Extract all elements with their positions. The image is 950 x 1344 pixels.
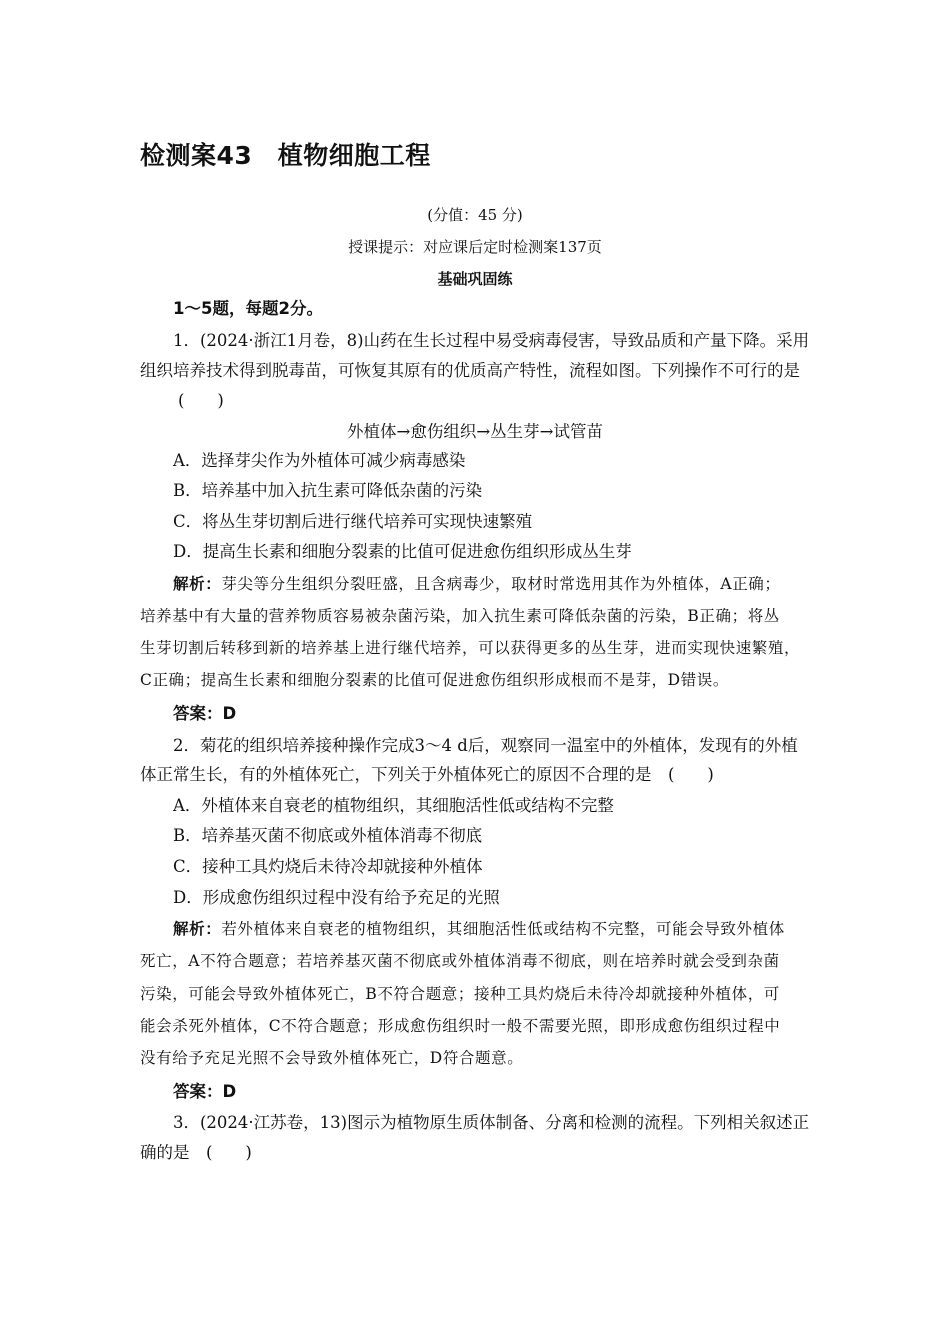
q1-option-a: A．选择芽尖作为外植体可减少病毒感染 bbox=[173, 451, 466, 470]
q2-stem-line-2: 体正常生长，有的外植体死亡，下列关于外植体死亡的原因不合理的是 ( ) bbox=[140, 765, 714, 784]
score-note: (分值：45 分) bbox=[427, 206, 523, 224]
q2-analysis-line-1: 解析：若外植体来自衰老的植物组织，其细胞活性低或结构不完整，可能会导致外植体 bbox=[173, 920, 785, 938]
q2-option-d: D．形成愈伤组织过程中没有给予充足的光照 bbox=[173, 888, 500, 907]
q1-analysis-line-1: 解析：芽尖等分生组织分裂旺盛，且含病毒少，取材时常选用其作为外植体，A正确； bbox=[173, 575, 781, 593]
q1-flow-diagram: 外植体→愈伤组织→丛生芽→试管苗 bbox=[347, 422, 603, 441]
scoring-rule: 1～5题，每题2分。 bbox=[173, 299, 323, 318]
q1-stem-line-1: 1．(2024·浙江1月卷，8)山药在生长过程中易受病毒侵害，导致品质和产量下降。采用 bbox=[173, 331, 810, 350]
q2-option-c: C．接种工具灼烧后未待冷却就接种外植体 bbox=[173, 857, 483, 876]
q1-option-c: C．将丛生芽切割后进行继代培养可实现快速繁殖 bbox=[173, 512, 533, 531]
q1-analysis-label: 解析： bbox=[173, 575, 222, 593]
q1-answer: 答案：D bbox=[173, 704, 237, 723]
q2-answer: 答案：D bbox=[173, 1082, 237, 1101]
q1-analysis-line-4: C正确；提高生长素和细胞分裂素的比值可促进愈伤组织形成根而不是芽，D错误。 bbox=[140, 671, 729, 689]
q2-option-a: A．外植体来自衰老的植物组织，其细胞活性低或结构不完整 bbox=[173, 796, 614, 815]
q1-answer-blank: ( ) bbox=[178, 391, 224, 410]
q3-stem-line-2: 确的是 ( ) bbox=[140, 1143, 252, 1162]
teaching-hint: 授课提示：对应课后定时检测案137页 bbox=[348, 238, 602, 256]
q1-option-b: B．培养基中加入抗生素可降低杂菌的污染 bbox=[173, 481, 483, 500]
q1-analysis-line-2: 培养基中有大量的营养物质容易被杂菌污染，加入抗生素可降低杂菌的污染，B正确；将丛 bbox=[140, 607, 780, 625]
q2-stem-line-1: 2．菊花的组织培养接种操作完成3～4 d后，观察同一温室中的外植体，发现有的外植 bbox=[173, 736, 798, 755]
section-heading: 基础巩固练 bbox=[437, 270, 513, 288]
q2-analysis-line-4: 能会杀死外植体，C不符合题意；形成愈伤组织时一般不需要光照，即形成愈伤组织过程中 bbox=[140, 1017, 781, 1035]
q1-analysis-line-3: 生芽切割后转移到新的培养基上进行继代培养，可以获得更多的丛生芽，进而实现快速繁殖， bbox=[140, 639, 801, 657]
q2-analysis-line-3: 污染，可能会导致外植体死亡，B不符合题意；接种工具灼烧后未待冷却就接种外植体，可 bbox=[140, 985, 780, 1003]
q2-analysis-line-5: 没有给予充足光照不会导致外植体死亡，D符合题意。 bbox=[140, 1049, 524, 1067]
q1-option-d: D．提高生长素和细胞分裂素的比值可促进愈伤组织形成丛生芽 bbox=[173, 542, 632, 561]
q2-analysis-line-2: 死亡，A不符合题意；若培养基灭菌不彻底或外植体消毒不彻底，则在培养时就会受到杂菌 bbox=[140, 952, 780, 970]
q2-analysis-label: 解析： bbox=[173, 920, 222, 938]
q3-stem-line-1: 3．(2024·江苏卷，13)图示为植物原生质体制备、分离和检测的流程。下列相关叙述正 bbox=[173, 1113, 810, 1132]
page-title: 检测案43 植物细胞工程 bbox=[140, 141, 431, 170]
q1-stem-line-2: 组织培养技术得到脱毒苗，可恢复其原有的优质高产特性，流程如图。下列操作不可行的是 bbox=[140, 361, 800, 380]
q2-option-b: B．培养基灭菌不彻底或外植体消毒不彻底 bbox=[173, 826, 483, 845]
